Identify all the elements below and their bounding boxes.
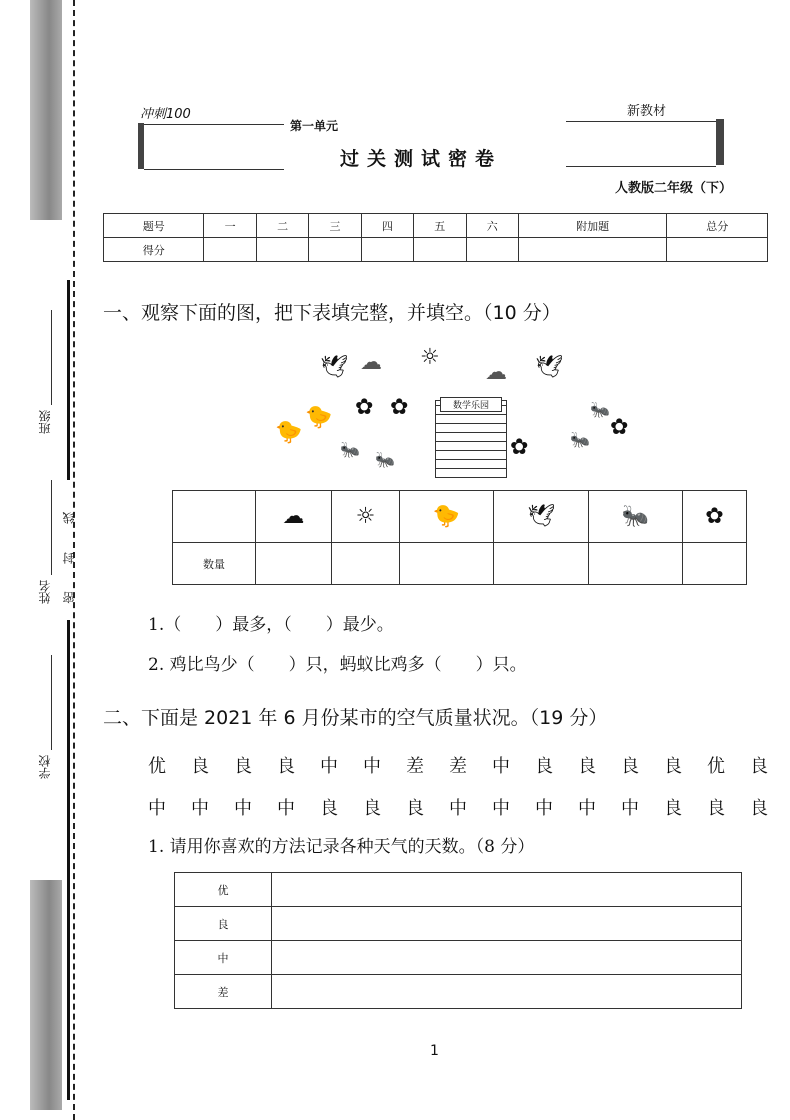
score-col: 四 [361,214,413,238]
air-quality-day: 良 [277,756,295,777]
record-label: 良 [175,907,272,941]
air-quality-day: 良 [234,756,252,777]
header-bar [138,123,144,169]
cloud-icon: ☁ [256,491,332,543]
count-table [172,490,747,585]
bird-icon: 🕊 [535,355,563,380]
air-quality-day: 良 [191,756,209,777]
unit-label: 第一单元 [290,119,339,133]
count-label: 数量 [173,543,256,585]
name-line [51,480,52,575]
score-cell[interactable] [667,238,768,262]
record-cell[interactable] [272,941,742,975]
flower-icon: ✿ [610,415,629,440]
class-line [51,310,52,405]
header-rule [144,169,284,170]
page-title: 过关测试密卷 [340,148,503,170]
score-cell[interactable] [256,238,308,262]
q1-blank-2: 2. 鸡比鸟少（ ）只，蚂蚁比鸡多（ ）只。 [148,655,527,675]
score-col: 附加题 [518,214,667,238]
margin-band-bottom [30,880,62,1110]
air-quality-day: 良 [535,756,553,777]
ant-icon: 🐜 [375,450,395,469]
flower-icon: ✿ [510,435,529,460]
sun-icon: ☼ [331,491,399,543]
q2-sub-1: 1. 请用你喜欢的方法记录各种天气的天数。（8 分） [148,837,535,857]
air-quality-day: 中 [191,798,209,819]
margin-band-top [30,0,62,220]
question-1-title: 一、观察下面的图，把下表填完整，并填空。（10 分） [103,302,561,324]
air-quality-day: 良 [578,756,596,777]
page-number: 1 [430,1043,439,1059]
score-table [103,213,768,262]
bird-icon: 🕊 [320,355,348,380]
record-label: 中 [175,941,272,975]
air-quality-day: 优 [707,756,725,777]
air-quality-row-2 [148,794,768,820]
class-label: 班级 [38,410,52,434]
header-rule [566,166,716,167]
score-col: 六 [466,214,518,238]
air-quality-day: 中 [578,798,596,819]
air-quality-day: 良 [664,798,682,819]
score-cell[interactable] [466,238,518,262]
score-col: 一 [204,214,256,238]
binding-line [67,620,70,1100]
cloud-icon: ☁ [485,360,507,385]
binding-line [67,280,70,480]
ant-icon: 🐜 [570,430,590,449]
castle-sign: 数学乐园 [440,397,502,412]
air-quality-day: 良 [621,756,639,777]
flower-icon: ✿ [682,491,746,543]
question-2-title: 二、下面是 2021 年 6 月份某市的空气质量状况。（19 分） [103,707,608,729]
cloud-icon: ☁ [360,350,382,375]
ant-icon: 🐜 [340,440,360,459]
header-bar [716,119,724,165]
count-cell[interactable] [331,543,399,585]
record-label: 差 [175,975,272,1009]
score-cell[interactable] [518,238,667,262]
score-header: 题号 [104,214,204,238]
count-cell[interactable] [256,543,332,585]
count-cell[interactable] [682,543,746,585]
score-row-label: 得分 [104,238,204,262]
air-quality-day: 中 [148,798,166,819]
edition-tag: 新教材 [627,104,667,119]
count-cell[interactable] [493,543,588,585]
air-quality-day: 差 [406,756,424,777]
castle [435,400,507,478]
count-cell[interactable] [400,543,494,585]
air-quality-day: 中 [277,798,295,819]
score-col: 总分 [667,214,768,238]
record-cell[interactable] [272,907,742,941]
name-label: 姓名 [38,580,52,604]
count-cell[interactable] [589,543,683,585]
score-cell[interactable] [414,238,466,262]
air-quality-day: 良 [406,798,424,819]
corner-cell [173,491,256,543]
air-quality-day: 优 [148,756,166,777]
air-quality-day: 良 [750,756,768,777]
school-label: 学校 [38,755,52,779]
air-quality-day: 中 [492,798,510,819]
air-quality-day: 良 [320,798,338,819]
series-label: 冲刺100 [140,107,191,122]
air-quality-day: 良 [750,798,768,819]
ant-icon: 🐜 [589,491,683,543]
flower-icon: ✿ [355,395,374,420]
sun-icon: ☼ [420,345,440,370]
record-table [174,872,742,1009]
air-quality-day: 差 [449,756,467,777]
q1-blank-1: 1.（ ）最多，（ ）最少。 [148,615,394,635]
record-cell[interactable] [272,873,742,907]
air-quality-row-1 [148,752,768,778]
header-rule [144,124,284,125]
air-quality-day: 中 [535,798,553,819]
seal-text: 密 封 线 [62,500,76,604]
score-cell[interactable] [309,238,361,262]
air-quality-day: 中 [492,756,510,777]
air-quality-day: 中 [621,798,639,819]
air-quality-day: 良 [363,798,381,819]
picture-scene [270,345,640,480]
record-label: 优 [175,873,272,907]
header-rule [566,121,716,122]
chick-icon: 🐤 [275,420,303,445]
air-quality-day: 良 [664,756,682,777]
air-quality-day: 中 [363,756,381,777]
score-cell[interactable] [204,238,256,262]
bird-icon: 🕊 [493,491,588,543]
chick-icon: 🐤 [400,491,494,543]
score-cell[interactable] [361,238,413,262]
air-quality-day: 中 [234,798,252,819]
air-quality-day: 中 [320,756,338,777]
score-col: 三 [309,214,361,238]
school-line [51,655,52,750]
score-col: 二 [256,214,308,238]
flower-icon: ✿ [390,395,409,420]
air-quality-day: 中 [449,798,467,819]
grade-label: 人教版二年级（下） [615,181,733,196]
air-quality-day: 良 [707,798,725,819]
record-cell[interactable] [272,975,742,1009]
chick-icon: 🐤 [305,405,333,430]
score-col: 五 [414,214,466,238]
ant-icon: 🐜 [590,400,610,419]
